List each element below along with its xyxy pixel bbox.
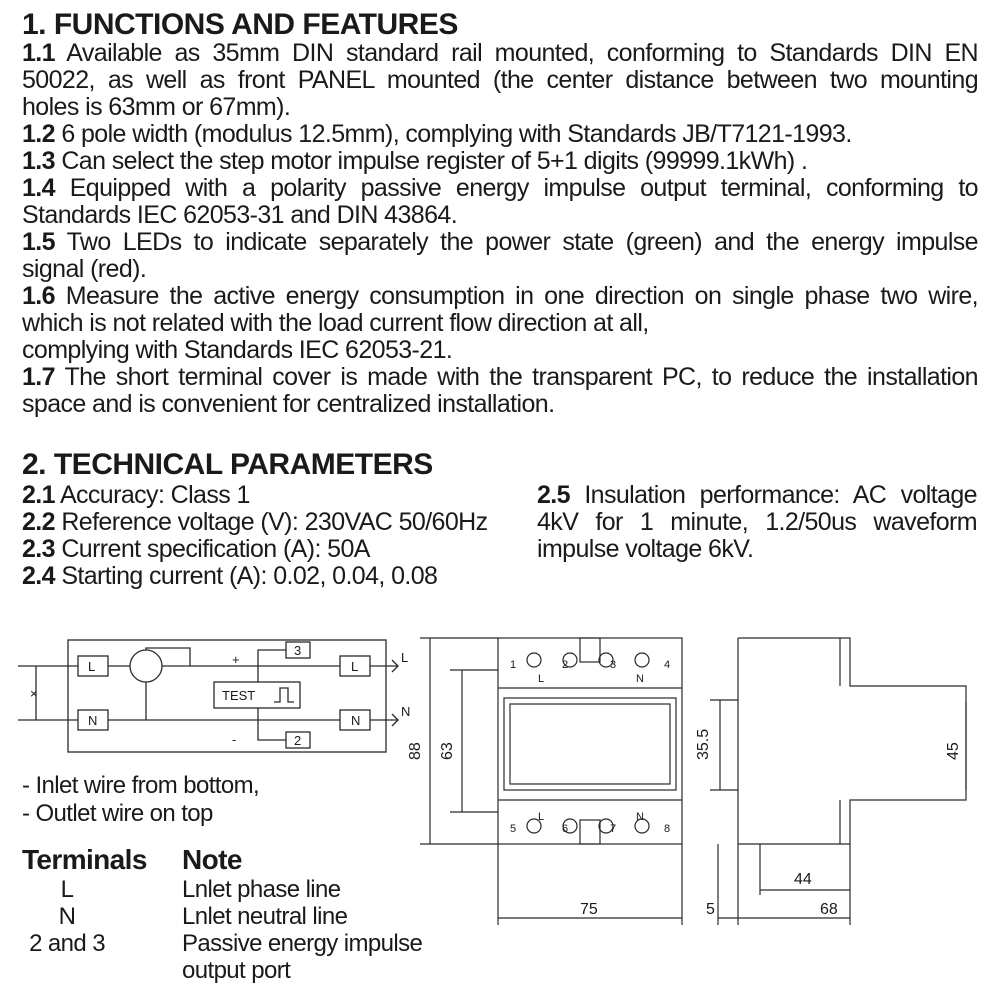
wiring-label-N-arrow: N: [401, 704, 411, 719]
screw-icon: [527, 653, 541, 667]
param-2-2: 2.2 Reference voltage (V): 230VAC 50/60Hz: [22, 508, 488, 536]
item-line: which is not related with the load current flow direction at all,: [22, 309, 649, 337]
wiring-label-x: ×: [30, 686, 38, 701]
terminal-1: 1: [510, 659, 517, 671]
header-note: Note: [182, 844, 242, 875]
item-1-7: [22, 364, 978, 418]
param-2-5: [537, 482, 977, 563]
terminal-7: 7: [610, 823, 617, 835]
terminal-8: 8: [664, 823, 671, 835]
item-number: 1.5: [22, 228, 55, 256]
section1-heading: 1. FUNCTIONS AND FEATURES: [22, 8, 458, 41]
dim-68: 68: [820, 901, 838, 918]
wiring-label-test: TEST: [222, 688, 256, 703]
terminal-5: 5: [510, 823, 517, 835]
item-line: signal (red).: [22, 255, 147, 283]
section2-heading: 2. TECHNICAL PARAMETERS: [22, 448, 433, 481]
dim-88: 88: [407, 742, 424, 760]
param-number: 2.5: [537, 481, 570, 509]
side-outline: [738, 638, 966, 844]
item-number: 1.2: [22, 120, 55, 148]
param-line: 2.5 Insulation performance: AC voltage: [537, 481, 977, 509]
dim-45: 45: [945, 742, 962, 760]
item-number: 1.4: [22, 174, 55, 202]
item-line: holes is 63mm or 67mm).: [22, 93, 291, 121]
wiring-label-L: L: [88, 659, 96, 674]
note-outlet: - Outlet wire on top: [22, 800, 213, 827]
wiring-label-minus: -: [232, 732, 237, 747]
item-line: complying with Standards IEC 62053-21.: [22, 336, 453, 364]
param-2-3: 2.3 Current specification (A): 50A: [22, 535, 370, 563]
item-line: 1.7 The short terminal cover is made with the transparent PC, to reduce the installation: [22, 363, 978, 391]
wiring-label-N: N: [88, 713, 98, 728]
terminal-4: 4: [664, 659, 671, 671]
front-view-drawing: [400, 630, 700, 930]
item-1-5: [22, 229, 978, 283]
wiring-label-L-arrow: L: [401, 650, 409, 665]
item-line: 1.3 Can select the step motor impulse register of 5+1 digits (99999.1kWh) .: [22, 147, 808, 175]
param-number: 2.2: [22, 508, 55, 536]
item-number: 1.6: [22, 282, 55, 310]
note-inlet: - Inlet wire from bottom,: [22, 772, 260, 799]
front-label-N-bottom: N: [636, 811, 644, 823]
item-line: 1.1 Available as 35mm DIN standard rail mounted, conforming to Standards DIN EN: [22, 39, 979, 67]
terminal-3-top: 3: [610, 659, 617, 671]
item-1-6: [22, 283, 978, 364]
current-coil-icon: [130, 650, 162, 682]
front-label-L-bottom: L: [538, 811, 545, 823]
wiring-label-3: 3: [294, 643, 302, 658]
item-line: 50022, as well as front PANEL mounted (the center distance between two mounting: [22, 66, 978, 94]
header-terminals: Terminals: [22, 844, 147, 875]
param-line: impulse voltage 6kV.: [537, 535, 754, 563]
item-line: Standards IEC 62053-31 and DIN 43864.: [22, 201, 458, 229]
wiring-label-2: 2: [294, 733, 302, 748]
terminal-6: 6: [562, 823, 569, 835]
section-technical: [22, 448, 978, 590]
item-number: 1.7: [22, 363, 55, 391]
item-1-1: [22, 40, 978, 121]
param-2-1: 2.1 Accuracy: Class 1: [22, 481, 250, 509]
item-line: 1.4 Equipped with a polarity passive energy impulse output terminal, conforming to: [22, 174, 978, 202]
item-line: 1.6 Measure the active energy consumption in one direction on single phase two wire,: [22, 282, 978, 310]
params-left: [22, 482, 488, 590]
item-number: 1.1: [22, 39, 55, 67]
param-number: 2.1: [22, 481, 55, 509]
item-number: 1.3: [22, 147, 55, 175]
param-number: 2.3: [22, 535, 55, 563]
wiring-label-L-out: L: [351, 659, 359, 674]
param-number: 2.4: [22, 562, 55, 590]
display-window: [504, 698, 676, 790]
terminal-2-top: 2: [562, 659, 569, 671]
param-2-4: 2.4 Starting current (A): 0.02, 0.04, 0.08: [22, 562, 438, 590]
wiring-label-N-out: N: [351, 713, 361, 728]
param-line: 4kV for 1 minute, 1.2/50us waveform: [537, 508, 977, 536]
front-label-L: L: [538, 673, 545, 685]
front-outline: [498, 638, 682, 844]
wiring-label-plus: +: [232, 652, 240, 667]
item-1-2: [22, 121, 978, 148]
dim-35-5: 35.5: [695, 728, 712, 760]
item-line: 1.2 6 pole width (modulus 12.5mm), complying with Standards JB/T7121-1993.: [22, 120, 852, 148]
item-1-3: [22, 148, 978, 175]
item-line: 1.5 Two LEDs to indicate separately the power state (green) and the energy impulse: [22, 228, 978, 256]
dim-5: 5: [706, 901, 715, 918]
dim-63: 63: [439, 742, 456, 760]
pulse-icon: [274, 688, 294, 702]
section-functions: [22, 10, 978, 418]
front-label-N: N: [636, 673, 644, 685]
dim-75: 75: [580, 901, 598, 918]
side-view-drawing: [690, 630, 990, 930]
item-1-4: [22, 175, 978, 229]
dim-44: 44: [794, 871, 812, 888]
item-line: space and is convenient for centralized installation.: [22, 390, 555, 418]
screw-icon: [635, 653, 649, 667]
wiring-diagram: [18, 630, 418, 760]
wiring-notes: [22, 772, 259, 828]
